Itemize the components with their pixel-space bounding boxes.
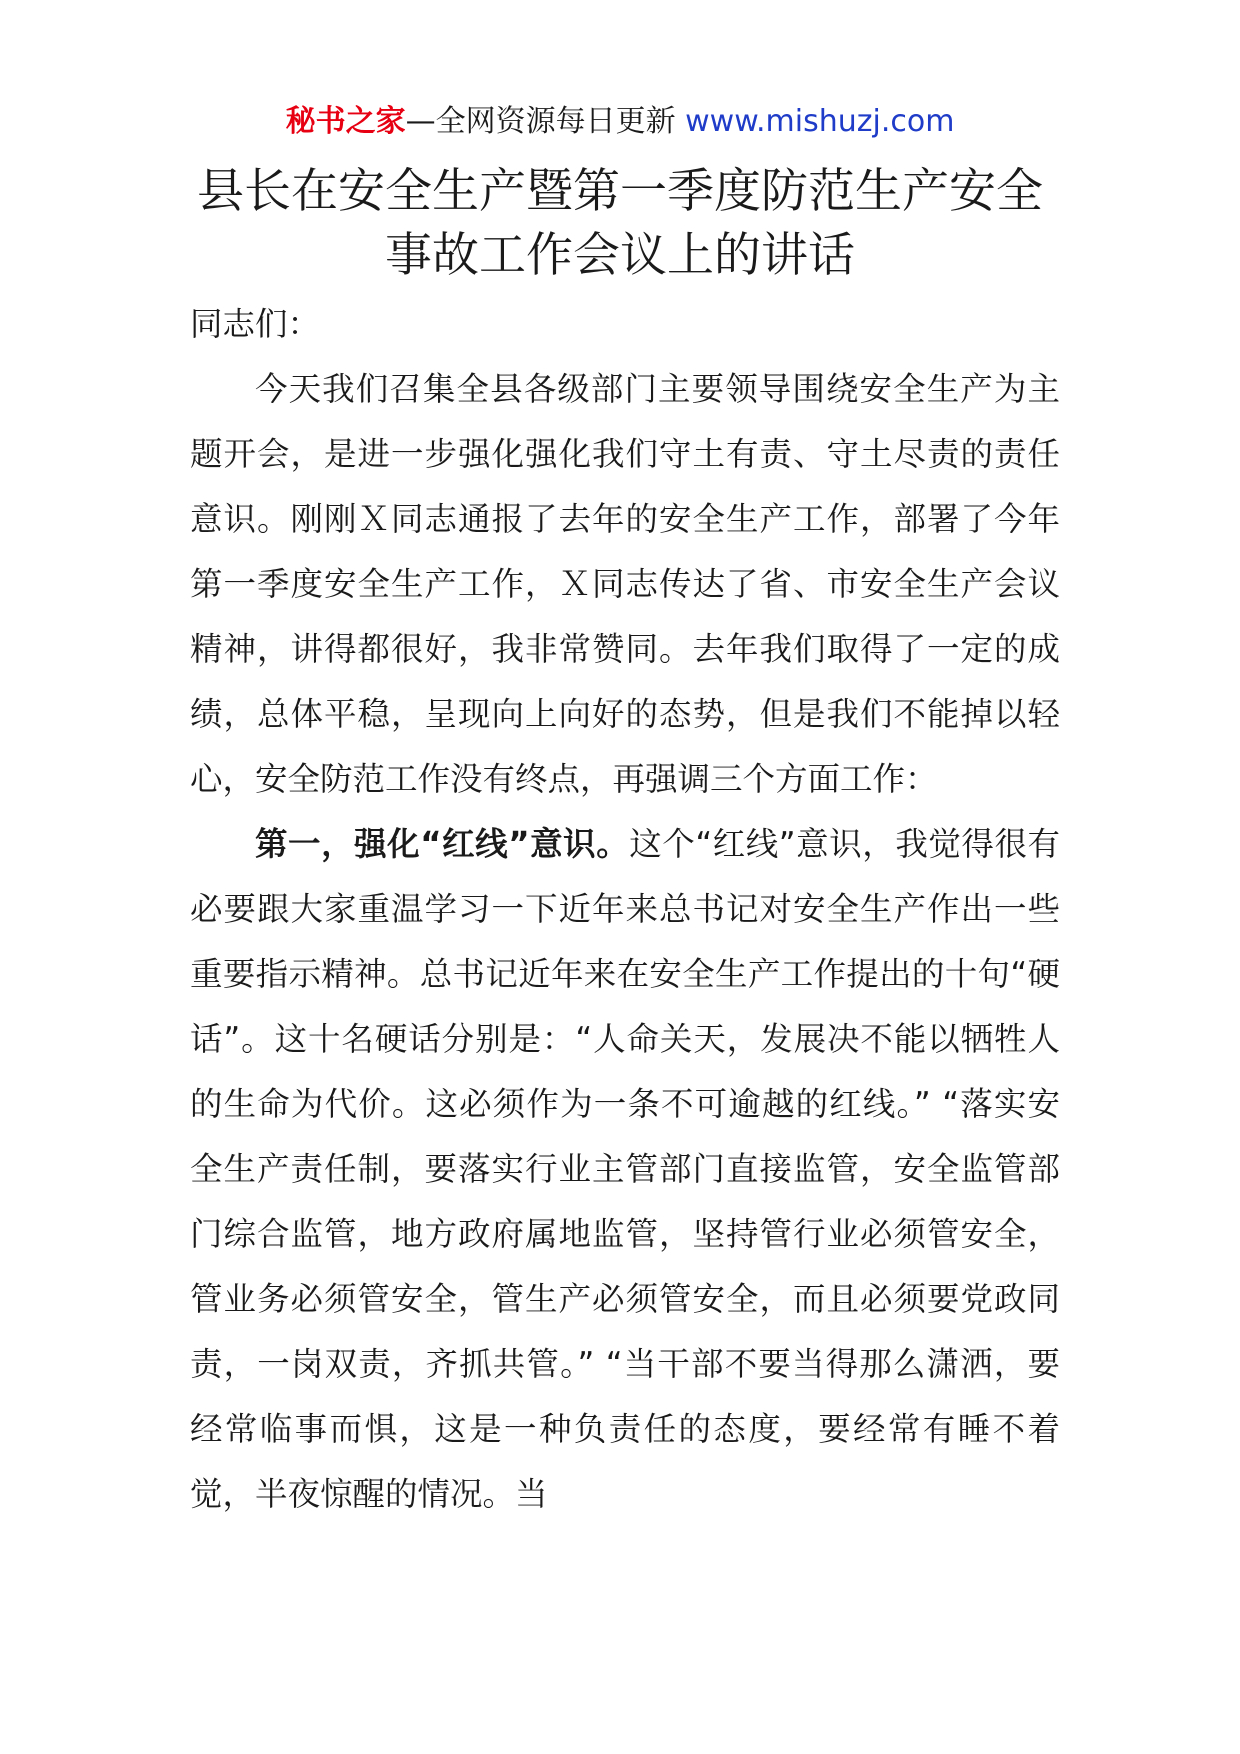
paragraph-first-point-body: 这个“红线”意识，我觉得很有必要跟大家重温学习一下近年来总书记对安全生产作出一些重要指示精神。总书记近年来在安全生产工作提出的十句“硬话”。这十名硬话分别是：“人命关天，发展决不能以牺牲人的生命为代价。这必须作为一条不可逾越的红线。” “落实安全生产责任制，要落实行业主管部门直接监管，安全监管部门综合监管，地方政府属地监管，坚持管行业必须管安全，管业务必须管安全，管生产必须管安全，而且必须要党政同责，一岗双责，齐抓共管。” “当干部不要当得那么潇洒，要经常临事而惧，这是一种负责任的态度，要经常有睡不着觉，半夜惊醒的情况。当 [190,825,1060,1513]
document-title-line-1: 县长在安全生产暨第一季度防范生产安全 [197,164,1043,219]
document-body [190,292,1060,1527]
salutation: 同志们： [190,305,321,343]
site-url-link[interactable]: www.mishuzj.com [685,104,955,139]
document-title [0,160,1240,288]
paragraph-intro: 今天我们召集全县各级部门主要领导围绕安全生产为主题开会，是进一步强化强化我们守土有责、守土尽责的责任意识。刚刚Ｘ同志通报了去年的安全生产工作，部署了今年第一季度安全生产工作，Ｘ同志传达了省、市安全生产会议精神，讲得都很好，我非常赞同。去年我们取得了一定的成绩，总体平稳，呈现向上向好的态势，但是我们不能掉以轻心，安全防范工作没有终点，再强调三个方面工作： [190,370,1060,798]
site-brand: 秘书之家 [285,104,406,139]
document-title-line-2: 事故工作会议上的讲话 [385,228,855,283]
site-tagline: —全网资源每日更新 [405,104,676,139]
site-header [0,100,1240,144]
paragraph-first-point [190,812,1060,1527]
paragraph-first-point-heading: 第一，强化“红线”意识。 [255,825,630,863]
